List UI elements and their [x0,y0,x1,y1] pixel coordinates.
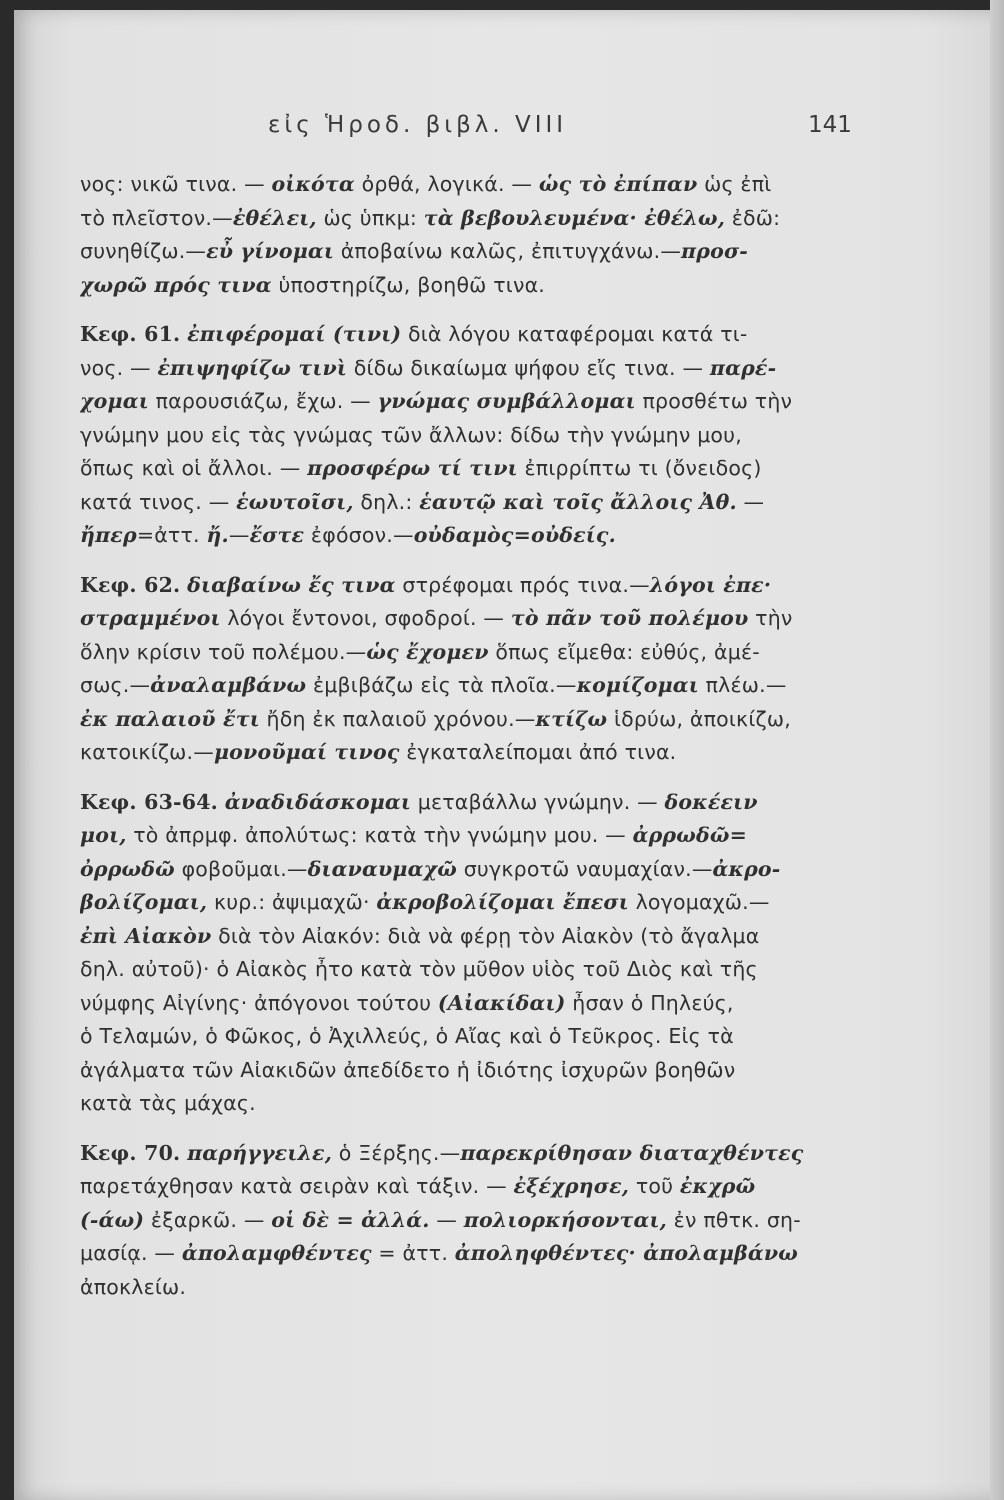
text-line [80,920,848,954]
text-line [80,385,848,419]
gloss: τὴν [748,606,793,630]
lemma: πολιορκήσονται, [463,1207,667,1232]
chapter-heading: Κεφ. 70. [80,1140,181,1165]
chapter-note [80,318,848,553]
gloss: ἦσαν ὁ Πηλεύς, [565,990,734,1015]
page-number: 141 [808,112,852,138]
gloss: κατοικίζω.— [80,740,214,764]
lemma: παρεκρίθησαν διαταχθέντες [460,1140,804,1165]
lemma: προσφέρω τί τινι [307,456,518,480]
lemma: ὡς ἔχομεν [366,639,489,664]
text-line [80,636,848,670]
gloss: ἐφόσον.— [304,523,414,547]
gloss: γνώμην μου εἰς τὰς γνώμας τῶν ἄλλων: δίδω τὴν γνώμην μου, [80,422,742,447]
gloss: ὡς ἐπὶ [697,172,772,196]
gloss: ἐπιρρίπτω τι (ὄνειδος) [517,456,762,480]
lemma: βολίζομαι, [80,890,208,914]
lemma: ἑαυτῷ καὶ τοῖς ἄλλοις Ἀθ. [419,489,737,514]
gloss: ὁ Τελαμών, ὁ Φῶκος, ὁ Ἀχιλλεύς, ὁ Αἴας καὶ ὁ Τεῦκρος. Εἰς τὰ [80,1024,734,1048]
gloss: ὅπως καὶ οἱ ἄλλοι. — [80,456,308,480]
lemma: ὡς τὸ ἐπίπαν [538,172,698,196]
gloss: διὰ λόγου καταφέρομαι κατά τι- [401,322,748,346]
gloss: συνηθίζω.— [80,239,207,263]
lemma: διαναυμαχῶ [307,856,458,881]
gloss: νος. — [80,355,158,380]
lemma: ἐπὶ Αἰακὸν [80,923,212,948]
lemma: ἤ. [206,523,229,547]
lemma: δοκέειν [664,789,758,814]
gloss: δηλ.: [353,489,420,514]
gloss: κυρ.: ἀψιμαχῶ· [207,890,377,914]
gloss: σως.— [80,673,151,697]
gloss: τὸ πλεῖστον.— [80,205,233,230]
lemma: χομαι [80,389,149,413]
text-line [80,202,848,236]
lemma: ἀποληφθέντες· ἀπολαμβάνω [454,1241,798,1265]
gloss: προσθέτω τὴν [635,389,793,413]
text-line [80,1237,848,1271]
gloss: μασίᾳ. — [80,1241,182,1265]
gloss: νύμφης Αἰγίνης· ἀπόγονοι τούτου [80,990,438,1015]
gloss: ἀγάλματα τῶν Αἰακιδῶν ἀπεδίδετο ἡ ἰδιότης ἰσχυρῶν βοηθῶν [80,1057,736,1082]
chapter-note [80,569,848,770]
lemma: ἑωυτοῖσι, [236,489,354,514]
lemma: ἐκχρῶ [679,1174,756,1198]
text-line [80,519,848,553]
gloss: ὡς ὑπκμ: [316,205,424,230]
lemma: ἐπιψηφίζω τινὶ [157,355,347,380]
text-line [80,736,848,770]
text-line [80,486,848,520]
running-head: εἰς Ἡροδ. βιβλ. VIII [268,112,568,138]
text-line [80,419,848,453]
lemma: ὀρρωδῶ [80,856,175,881]
lemma: λόγοι ἐπε· [649,572,772,597]
text-line [80,987,848,1021]
text-line [80,602,848,636]
lemma: ἀκρο- [712,856,781,881]
lemma: (-άω) [80,1207,145,1232]
gloss [218,790,225,814]
text-line [80,269,848,303]
gloss: νος: νικῶ τινα. — [80,172,272,196]
gloss: παρετάχθησαν κατὰ σειρὰν καὶ τάξιν. — [80,1174,514,1198]
lemma: κομίζομαι [576,673,699,697]
lemma: (Αἰακίδαι) [437,990,566,1015]
text-line [80,1170,848,1204]
chapter-heading: Κεφ. 63-64. [80,789,219,814]
lemma: οἱ δὲ = ἀλλά. [271,1207,430,1232]
lemma: ἀναδιδάσκομαι [224,789,412,814]
gloss: ἐμβιβάζω εἰς τὰ πλοῖα.— [306,673,577,697]
text-line [80,318,848,352]
text-line [80,1271,848,1305]
gloss: ὅπως εἴμεθα: εὐθύς, ἀμέ- [488,639,760,664]
text-line [80,1204,848,1238]
gloss: στρέφομαι πρός τινα.— [395,572,650,597]
gloss: δίδω δικαίωμα ψήφου εἴς τινα. — [347,355,710,380]
gloss: ἤδη ἐκ παλαιοῦ χρόνου.— [259,706,536,731]
chapter-heading: Κεφ. 62. [80,572,181,597]
gloss: ἐν πθτκ. ση- [666,1207,801,1232]
gloss: διὰ τὸν Αἰακόν: διὰ νὰ φέρῃ τὸν Αἰακὸν (τὸ ἄγαλμα [211,923,760,948]
lemma: στραμμένοι [80,606,221,630]
gloss: — [228,523,250,547]
gloss: κατὰ τὰς μάχας. [80,1091,256,1115]
lemma: ἤπερ [80,523,137,547]
text-line [80,1087,848,1121]
text-line [80,953,848,987]
lemma: οὐδαμὸς=οὐδείς. [413,523,616,547]
lemma: ἀναλαμβάνω [150,673,307,697]
lemma: ἀρρωδῶ= [632,823,747,847]
text-line [80,168,848,202]
text-line [80,819,848,853]
gloss: ἐξαρκῶ. — [144,1207,272,1232]
lemma: προσ- [681,239,748,263]
lemma: μονοῦμαί τινος [213,740,400,764]
gloss: φοβοῦμαι.— [174,856,308,881]
gloss: ἀποβαίνω καλῶς, ἐπιτυγχάνω.— [334,239,682,263]
gloss: μεταβάλλω γνώμην. — [411,789,665,814]
gloss: δηλ. αὐτοῦ)· ὁ Αἰακὸς ἦτο κατὰ τὸν μῦθον υἱὸς τοῦ Διὸς καὶ τῆς [80,957,758,981]
chapter-note [80,786,848,1121]
lemma: διαβαίνω ἔς τινα [187,572,396,597]
gloss: ἀποκλείω. [80,1274,187,1299]
lemma: ἐπιφέρομαί (τινι) [187,322,402,346]
text-line [80,452,848,486]
gloss: ὑποστηρίζω, βοηθῶ τινα. [271,272,546,297]
text-line [80,1020,848,1054]
gloss: = ἀττ. [371,1241,455,1265]
page-edge [990,0,1004,1500]
gloss: ἐγκαταλείπομαι ἀπό τινα. [399,740,677,764]
gloss: ἐδῶ: [725,205,781,230]
gloss: ὅλην κρίσιν τοῦ πολέμου.— [80,639,367,664]
text-line [80,1054,848,1088]
gloss: ὀρθά, λογικά. — [354,172,539,196]
gloss: πλέω.— [698,673,787,697]
text-line [80,569,848,603]
text-line [80,352,848,386]
gloss: λογομαχῶ.— [628,890,770,914]
text-line [80,1137,848,1171]
text-line [80,669,848,703]
text-line [80,886,848,920]
gloss: τοῦ [629,1174,680,1198]
text-line [80,235,848,269]
lemma: τὸ πᾶν τοῦ πολέμου [510,606,749,630]
lemma: ἐκ παλαιοῦ ἔτι [80,706,260,731]
lemma: ἀκροβολίζομαι ἔπεσι [376,890,629,914]
chapter-note [80,168,848,302]
text-line [80,853,848,887]
gloss: λόγοι ἔντονοι, σφοδροί. — [220,606,511,630]
lemma: ἐξέχρησε, [513,1174,630,1198]
lemma: ἔστε [249,523,305,547]
lemma: μοι, [80,823,127,847]
gloss: ὁ Ξέρξης.— [332,1140,461,1165]
lemma: εὖ γίνομαι [206,239,334,263]
text-line [80,786,848,820]
lemma: χωρῶ πρός τινα [80,272,272,297]
lemma: παρήγγειλε, [187,1140,333,1165]
gloss: τὸ ἀπρμφ. ἀπολύτως: κατὰ τὴν γνώμην μου. — [126,823,633,847]
lemma: ἐθέλει, [232,205,317,230]
lemma: κτίζω [535,706,608,731]
gloss: συγκροτῶ ναυμαχίαν.— [457,856,713,881]
lemma: οἰκότα [271,172,355,196]
text-line [80,703,848,737]
lemma: παρέ- [709,355,777,380]
commentary-text [80,168,848,1320]
gloss: =ἀττ. [136,523,207,547]
page-header [0,112,1004,146]
lemma: γνώμας συμβάλλομαι [377,389,636,413]
chapter-heading: Κεφ. 61. [80,322,181,346]
gloss: ἱδρύω, ἀποικίζω, [607,706,791,731]
chapter-note [80,1137,848,1305]
lemma: ἀπολαμφθέντες [181,1241,372,1265]
gloss: — [429,1207,464,1232]
lemma: τὰ βεβουλευμένα· ἐθέλω, [423,205,726,230]
gloss: — [736,489,765,514]
gloss: παρουσιάζω, ἔχω. — [148,389,378,413]
gloss: κατά τινος. — [80,489,237,514]
